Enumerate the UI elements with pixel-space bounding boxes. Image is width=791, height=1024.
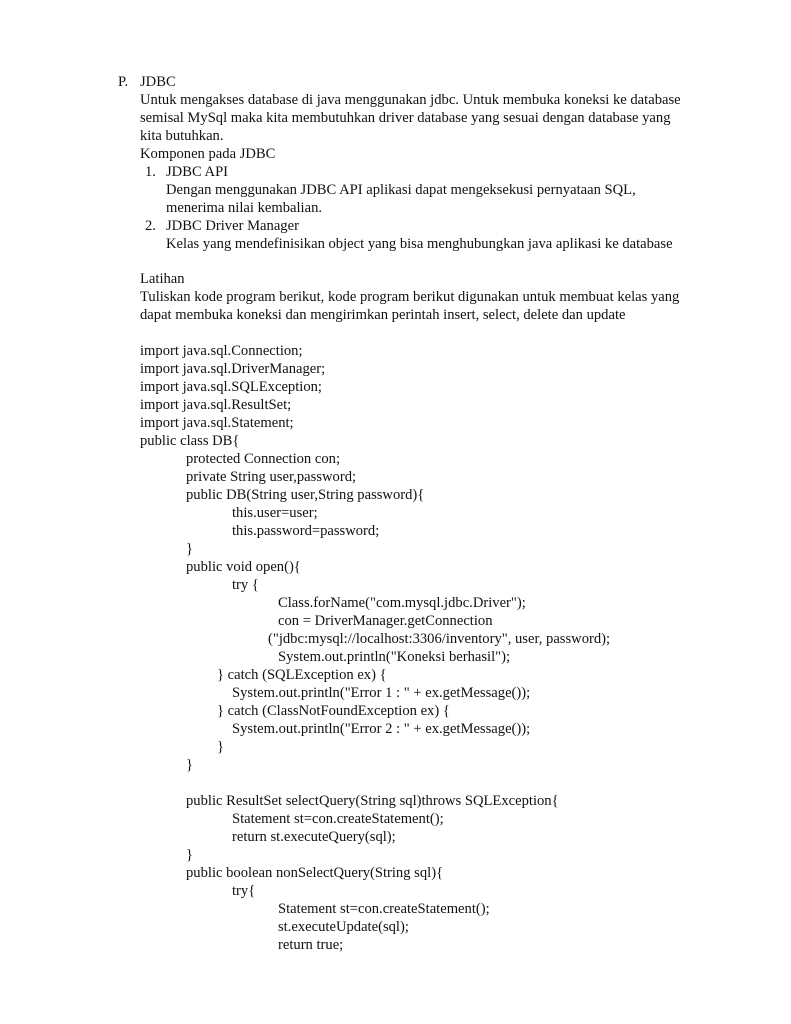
code-line: System.out.println("Error 2 : " + ex.getMessage()); [232,721,531,737]
code-line: public DB(String user,String password){ [186,487,425,503]
code-line: import java.sql.SQLException; [140,379,322,395]
code-line: protected Connection con; [186,451,340,467]
code-line: private String user,password; [186,469,357,485]
list-item-title: JDBC API [166,164,229,180]
list-number: 1. [145,164,156,180]
exercise-instruction: dapat membuka koneksi dan mengirimkan perintah insert, select, delete dan update [140,307,626,323]
code-line: this.user=user; [232,505,318,521]
code-line: import java.sql.ResultSet; [140,397,292,413]
list-item-title: JDBC Driver Manager [166,218,299,234]
code-line: } [186,541,194,557]
list-number: 2. [145,218,156,234]
code-line: } [186,757,194,773]
code-line: ("jdbc:mysql://localhost:3306/inventory", user, password); [268,631,611,647]
code-line: return true; [278,937,344,953]
code-line: public void open(){ [186,559,301,575]
components-heading: Komponen pada JDBC [140,146,276,162]
exercise-heading: Latihan [140,271,185,287]
list-item-description: menerima nilai kembalian. [166,200,323,216]
exercise-instruction: Tuliskan kode program berikut, kode program berikut digunakan untuk membuat kelas yang [140,289,680,305]
code-line: st.executeUpdate(sql); [278,919,409,935]
code-line: } [217,739,225,755]
code-line: try{ [232,883,256,899]
section-marker: P. [118,74,129,90]
code-line: } [186,847,194,863]
code-line: con = DriverManager.getConnection [278,613,493,629]
intro-line: kita butuhkan. [140,128,224,144]
code-line: Statement st=con.createStatement(); [278,901,490,917]
code-line: public ResultSet selectQuery(String sql)throws SQLException{ [186,793,559,809]
code-line: public boolean nonSelectQuery(String sql){ [186,865,444,881]
list-item-description: Kelas yang mendefinisikan object yang bisa menghubungkan java aplikasi ke database [166,236,673,252]
code-line: try { [232,577,259,593]
code-line: System.out.println("Koneksi berhasil"); [278,649,511,665]
code-line: return st.executeQuery(sql); [232,829,396,845]
section-title: JDBC [140,74,176,90]
code-line: public class DB{ [140,433,240,449]
code-line: this.password=password; [232,523,380,539]
code-line: import java.sql.DriverManager; [140,361,326,377]
code-line: Statement st=con.createStatement(); [232,811,444,827]
code-line: import java.sql.Connection; [140,343,303,359]
list-item-description: Dengan menggunakan JDBC API aplikasi dapat mengeksekusi pernyataan SQL, [166,182,636,198]
intro-line: Untuk mengakses database di java menggunakan jdbc. Untuk membuka koneksi ke database [140,92,681,108]
intro-line: semisal MySql maka kita membutuhkan driver database yang sesuai dengan database yang [140,110,671,126]
code-line: } catch (ClassNotFoundException ex) { [217,703,450,719]
code-line: Class.forName("com.mysql.jdbc.Driver"); [278,595,526,611]
code-line: System.out.println("Error 1 : " + ex.getMessage()); [232,685,531,701]
code-line: } catch (SQLException ex) { [217,667,387,683]
code-line: import java.sql.Statement; [140,415,294,431]
